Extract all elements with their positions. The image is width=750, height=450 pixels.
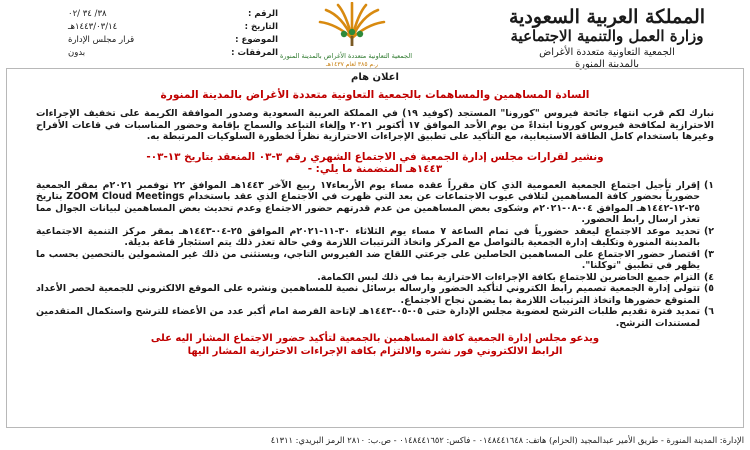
decision-text: تتولى إدارة الجمعية تصميم رابط الكتروني لتأكيد الحضور وارساله برسائل نصية للمساهمين ونشره على الموقع الالكتروني للجمعية لحصر الأعداد المتوقع حضورها واتخاذ الترتيبات اللازمة بما يضمن نجاح الاجتماع. [36,283,700,306]
closing-statement [36,333,714,358]
reference-block [68,8,278,60]
letterhead-right [472,8,742,70]
decision-item [36,226,714,249]
closing-line-2: الرابط الالكتروني فور نشره والالتزام بكافة الإجراءات الاحترازية المشار اليها [187,345,563,357]
meta-label: التاريخ : [244,22,278,32]
decisions-list [36,180,714,330]
association-logo [280,2,412,68]
meta-attachments-row [68,47,278,60]
palm-tree-logo-icon [292,2,412,48]
closing-line-1: ويدعو مجلس إدارة الجمعية كافة المساهمين بالجمعية لتأكيد حضور الاجتماع المشار اليه على [150,333,600,344]
ministry-title: وزارة العمل والتنمية الاجتماعية [510,27,704,45]
meta-number-row [68,8,278,21]
meta-label: المرفقات : [231,48,278,58]
meta-label: الرقم : [248,9,278,19]
decision-item [36,283,714,306]
decision-number: ٦) [703,306,714,317]
meta-value: بدون [68,48,86,58]
association-name: الجمعية التعاونية متعددة الأغراض [539,47,675,58]
decision-item [36,306,714,329]
meta-value: ٣٨/ ٣٤ /٠٢ [68,9,107,19]
decisions-intro-line-2: ١٤٤٣هـ المتضمنة ما يلي: - [307,163,443,175]
decision-text: تمديد فترة تقديم طلبات الترشح لعضوية مجلس الإدارة حتى ٠٥-٠٥-١٤٤٣هـ لإتاحة الفرصة امام أكبر عدد من الأعضاء للترشح واستكمال المتقدمين لمستندات الترشح. [36,306,701,329]
decision-number: ٥) [703,283,714,294]
meta-subject-row [68,34,278,47]
logo-caption: الجمعية التعاونية متعددة الأغراض بالمدينة المنورة [280,52,412,60]
logo-caption-2: ر.م ٣٨٥ لعام ١٤٣٧هـ [325,61,378,68]
kingdom-title: المملكة العربية السعودية [508,6,706,28]
contact-footer: الإدارة: المدينة المنورة - طريق الأمير عبدالمجيد (الحزام) هاتف: ٠١٤٨٤٤١٦٤٨ - فاكس: ٠١٤٨٤٤١٦٥٢ - ص.ب: ٢٨١٠ الرمز البريدي: ٤١٣١١ [270,435,744,445]
decision-item [36,249,714,272]
decision-text: تحديد موعد الاجتماع ليعقد حضورياً في تمام الساعة ٧ مساء يوم الثلاثاء ٣٠-١١-٢٠٢١م الموافق ٢٥-٠٤-١٤٤٣هـ بمقر مركز التنمية الاجتماعية بالمدينة المنورة وتكليف إدارة الجمعية بالتواصل مع المركز واتخاذ الترتيبات اللازمة وفي حالة تعذر ذلك يتم استئجار قاعة بديلة. [36,225,700,248]
decision-number: ٤) [703,271,714,283]
salutation-line: السادة المساهمين والمساهمات بالجمعية التعاونية متعددة الأغراض بالمدينة المنورة [160,88,590,101]
decision-number: ٢) [703,225,714,237]
document-body [36,72,714,358]
decision-text: إقرار تأجيل اجتماع الجمعية العمومية الذي كان مقرراً عقده مساء يوم الأربعاء١٧ ربيع الآخر ١٤٤٣هـ الموافق ٢٢ نوفمبر ٢٠٢١م بمقر الجمعية حضورياً بحضور كافة المساهمين لتلافي عيوب الاجتماعات عن بعد التي ظهرت في الاجتماع الذي عقد باستخدام ZOOM Cloud Meetings بتاريخ ٢٥-١٢-١٤٤٢هـ الموافق ٠٤-٠٨-٢٠٢١م وشكوى بعض المساهمين من عدم قدرتهم حضور الاجتماع وعدم تحديث بعض المساهمين لبيانات الجوال مما تعذر ارسال رابط الحضور. [36,179,701,225]
meta-value: قرار مجلس الإدارة [68,35,135,45]
decision-number: ١) [703,179,714,191]
decision-number: ٣) [703,248,714,260]
meta-value: ١٤٤٣/٠٣/١٤هـ [68,22,118,32]
meta-label: الموضوع : [235,35,278,45]
decision-text: التزام جميع الحاضرين للاجتماع بكافة الإجراءات الاحترازية بما في ذلك لبس الكمامة. [317,271,700,283]
intro-paragraph: نبارك لكم قرب انتهاء جائحة فيروس "كورونا" المستجد (كوفيد ١٩) في المملكة العربية السعودية وصدور الموافقة الكريمة على تخفيف الإجراءات الاحترازية لمكافحة فيروس كورونا ابتداءً من يوم الأحد الموافق ١٧ أكتوبر ٢٠٢١ وإلغاء التباعد والسماح بإقامة وحضور المناسبات في قاعات الأفراح وغيرها باستخدام كامل الطاقة الاستيعابية، مع التأكيد على تطبيق الإجراءات الاحترازية نظراً لخطورة السلوكيات المرتبطة به. [36,108,714,142]
decision-item [36,180,714,226]
decisions-intro [36,151,714,176]
decision-item [36,272,714,284]
association-city: بالمدينة المنورة [574,59,640,70]
meta-date-row [68,21,278,34]
decisions-intro-line-1: ونشير لقرارات مجلس إدارة الجمعية في الاجتماع الشهري رقم ٣-٠٣ المنعقد بتاريخ ١٣-٠٣- [146,150,604,163]
announcement-heading: اعلان هام [351,72,399,83]
decision-text: اقتصار حضور الاجتماع على المساهمين الحاصلين على جرعتي اللقاح ضد الفيروس التاجي، ويستثنى من ذلك غير المشمولين بالتحصين بحسب ما يظهر في تطبيق "توكلنا". [36,248,700,271]
